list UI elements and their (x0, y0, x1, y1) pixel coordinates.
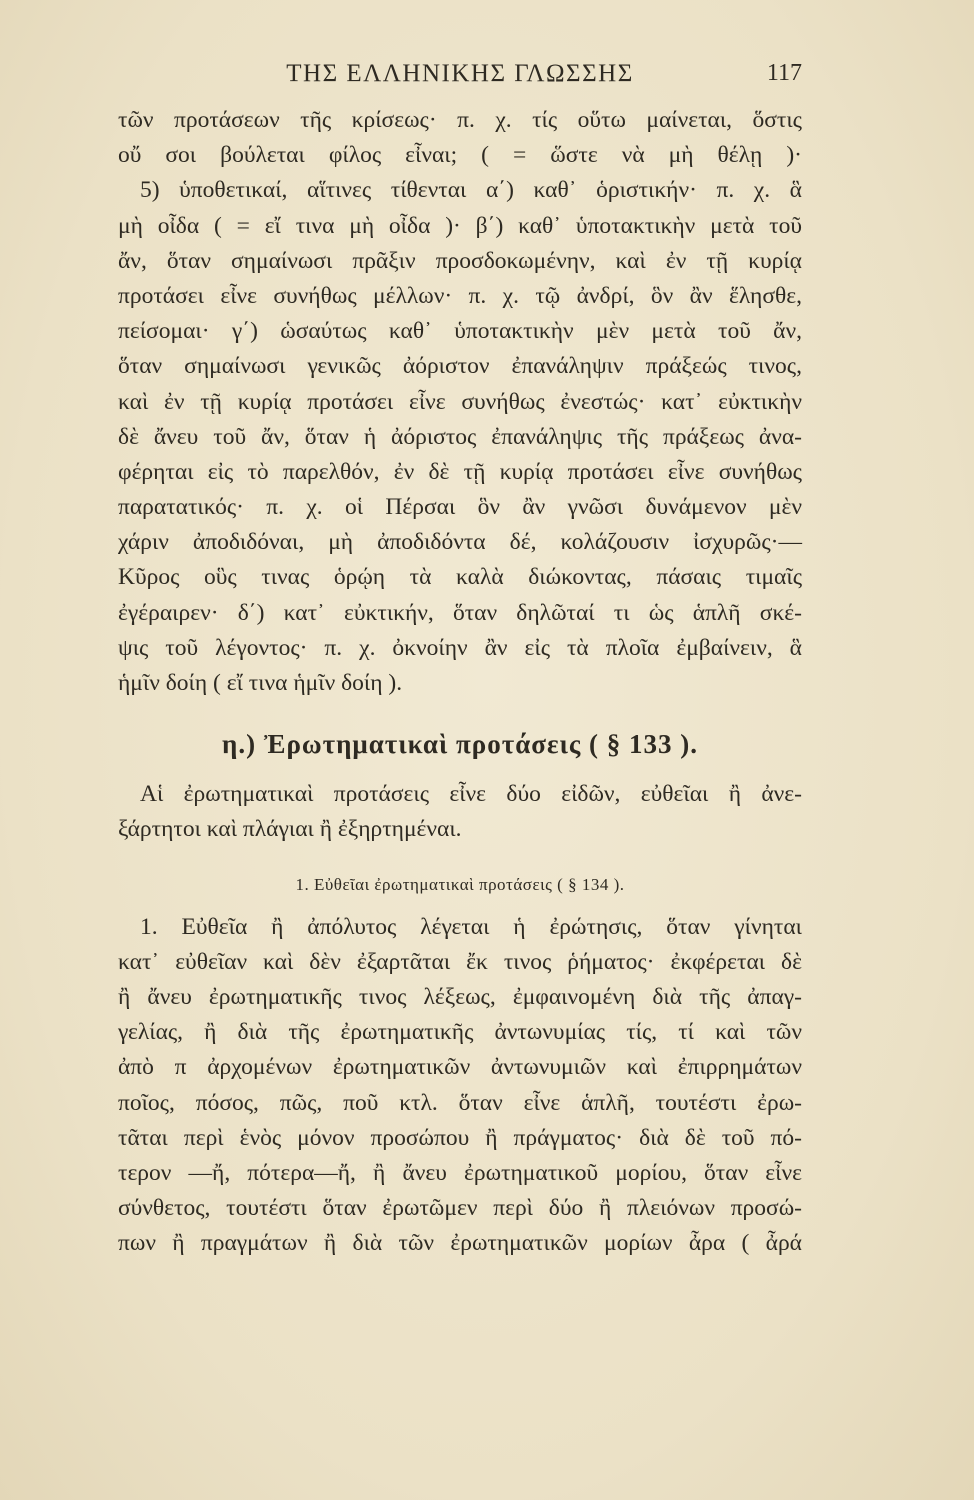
text-line: ξάρτητοι καὶ πλάγιαι ἢ ἐξηρτημέναι. (118, 816, 462, 843)
text-line: Κῦρος οὓς τινας ὁρῴη τὰ καλὰ διώκοντας, πάσαις τιμαῖς (118, 564, 802, 591)
subheading: 1. Εὐθεῖαι ἐρωτηματικαὶ προτάσεις ( § 134 ). (295, 874, 625, 894)
text-line: τᾶται περὶ ἑνὸς μόνον προσώπου ἢ πράγματος· διὰ δὲ τοῦ πό- (118, 1124, 802, 1151)
text-line: τερον —ἤ, πότερα—ἤ, ἢ ἄνευ ἐρωτηματικοῦ μορίου, ὅταν εἶνε (118, 1159, 802, 1186)
text-line: ἐγέραιρεν· δ΄) κατ᾽ εὐκτικήν, ὅταν δηλῶταί τι ὡς ἁπλῆ σκέ- (118, 599, 802, 626)
text-line: τῶν προτάσεων τῆς κρίσεως· π. χ. τίς οὕτω μαίνεται, ὅστις (118, 107, 802, 133)
text-line: ἄν, ὅταν σημαίνωσι πρᾶξιν προσδοκωμένην, καὶ ἐν τῇ κυρίᾳ (118, 247, 802, 274)
text-line: προτάσει εἶνε συνήθως μέλλων· π. χ. τῷ ἀνδρί, ὃν ἂν ἕλησθε, (118, 282, 802, 309)
text-line: κατ᾽ εὐθεῖαν καὶ δὲν ἐξαρτᾶται ἔκ τινος ῥήματος· ἐκφέρεται δὲ (118, 948, 802, 975)
text-line: ψις τοῦ λέγοντος· π. χ. ὀκνοίην ἂν εἰς τὰ πλοῖα ἐμβαίνειν, ἃ (118, 634, 802, 661)
page-number: 117 (766, 60, 802, 86)
text-line: δὲ ἄνευ τοῦ ἄν, ὅταν ἡ ἀόριστος ἐπανάληψις τῆς πράξεως ἀνα- (118, 423, 802, 450)
text-line: Αἱ ἐρωτηματικαὶ προτάσεις εἶνε δύο εἰδῶν, εὐθεῖαι ἢ ἀνε- (140, 781, 802, 808)
running-head: ΤΗΣ ΕΛΛΗΝΙΚΗΣ ΓΛΩΣΣΗΣ (286, 60, 634, 87)
text-line: ἡμῖν δοίη ( εἴ τινα ἡμῖν δοίη ). (118, 670, 403, 696)
text-line: πων ἢ πραγμάτων ἢ διὰ τῶν ἐρωτηματικῶν μορίων ἆρα ( ἆρά (118, 1230, 802, 1257)
text-line: ἀπὸ π ἀρχομένων ἐρωτηματικῶν ἀντωνυμιῶν καὶ ἐπιρρημάτων (118, 1054, 802, 1081)
text-line: σύνθετος, τουτέστι ὅταν ἐρωτῶμεν περὶ δύο ἢ πλειόνων προσώ- (118, 1195, 802, 1222)
text-line: μὴ οἶδα ( = εἴ τινα μὴ οἶδα )· β΄) καθ᾽ ὑποτακτικὴν μετὰ τοῦ (118, 212, 802, 239)
page-header (118, 60, 802, 100)
text-line: 5) ὑποθετικαί, αἵτινες τίθενται α΄) καθ᾽ ὁριστικήν· π. χ. ἃ (140, 177, 802, 204)
text-line: χάριν ἀποδιδόναι, μὴ ἀποδιδόντα δέ, κολάζουσιν ἰσχυρῶς·— (118, 529, 802, 556)
text-line: οὔ σοι βούλεται φίλος εἶναι; ( = ὥστε νὰ μὴ θέλῃ )· (118, 142, 802, 169)
text-line: ὅταν σημαίνωσι γενικῶς ἀόριστον ἐπανάληψιν πράξεώς τινος, (118, 353, 802, 380)
text-line: 1. Εὐθεῖα ἢ ἀπόλυτος λέγεται ἡ ἐρώτησις, ὅταν γίνηται (140, 913, 802, 940)
text-line: καὶ ἐν τῇ κυρίᾳ προτάσει εἶνε συνήθως ἐνεστώς· κατ᾽ εὐκτικὴν (118, 388, 802, 415)
section-heading: η.) Ἐρωτηματικαὶ προτάσεις ( § 133 ). (222, 729, 698, 760)
text-line: ἢ ἄνευ ἐρωτηματικῆς τινος λέξεως, ἐμφαινομένη διὰ τῆς ἀπαγ- (118, 983, 802, 1010)
text-line: ποῖος, πόσος, πῶς, ποῦ κτλ. ὅταν εἶνε ἁπλῆ, τουτέστι ἐρω- (118, 1089, 802, 1116)
text-line: παρατατικός· π. χ. οἱ Πέρσαι ὃν ἂν γνῶσι δυνάμενον μὲν (118, 494, 802, 521)
text-line: φέρηται εἰς τὸ παρελθόν, ἐν δὲ τῇ κυρίᾳ προτάσει εἶνε συνήθως (118, 458, 802, 485)
text-line: γελίας, ἢ διὰ τῆς ἐρωτηματικῆς ἀντωνυμίας τίς, τί καὶ τῶν (118, 1019, 802, 1046)
text-line: πείσομαι· γ΄) ὡσαύτως καθ᾽ ὑποτακτικὴν μὲν μετὰ τοῦ ἄν, (118, 318, 802, 345)
page-body (118, 103, 802, 1261)
